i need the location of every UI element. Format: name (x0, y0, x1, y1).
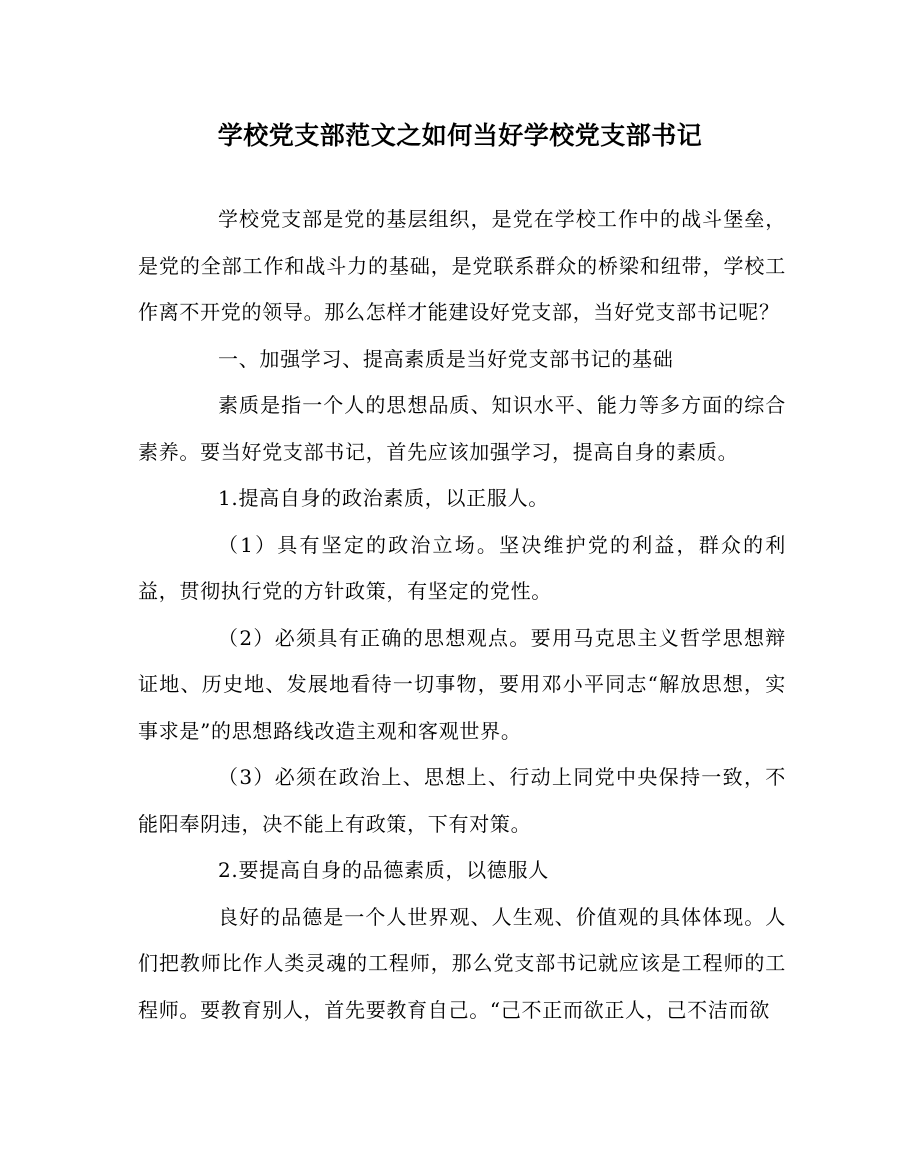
list-item-1: （1）具有坚定的政治立场。坚决维护党的利益，群众的利益，贯彻执行党的方针政策，有坚定的党性。 (138, 532, 786, 603)
list-item-2: （2）必须具有正确的思想观点。要用马克思主义哲学思想辩证地、历史地、发展地看待一切事物，要用邓小平同志“解放思想，实事求是”的思想路线改造主观和客观世界。 (138, 625, 786, 743)
paragraph-morality: 良好的品德是一个人世界观、人生观、价值观的具体体现。人们把教师比作人类灵魂的工程师，那么党支部书记就应该是工程师的工程师。要教育别人，首先要教育自己。“己不正而欲正人，己不洁而欲 (138, 904, 786, 1022)
subheading-1: 1.提高自身的政治素质，以正服人。 (218, 486, 549, 510)
paragraph-quality: 素质是指一个人的思想品质、知识水平、能力等多方面的综合素养。要当好党支部书记，首先应该加强学习，提高自身的素质。 (138, 393, 786, 464)
subheading-2: 2.要提高自身的品德素质，以德服人 (218, 858, 549, 882)
list-item-3: （3）必须在政治上、思想上、行动上同党中央保持一致，不能阳奉阴违，决不能上有政策，下有对策。 (138, 765, 786, 836)
document-title: 学校党支部范文之如何当好学校党支部书记 (217, 121, 703, 150)
paragraph-intro: 学校党支部是党的基层组织，是党在学校工作中的战斗堡垒，是党的全部工作和战斗力的基础，是党联系群众的桥梁和纽带，学校工作离不开党的领导。那么怎样才能建设好党支部，当好党支部书记呢？ (138, 207, 786, 324)
section-heading-1: 一、加强学习、提高素质是当好党支部书记的基础 (218, 346, 674, 371)
document-body (138, 196, 786, 1033)
